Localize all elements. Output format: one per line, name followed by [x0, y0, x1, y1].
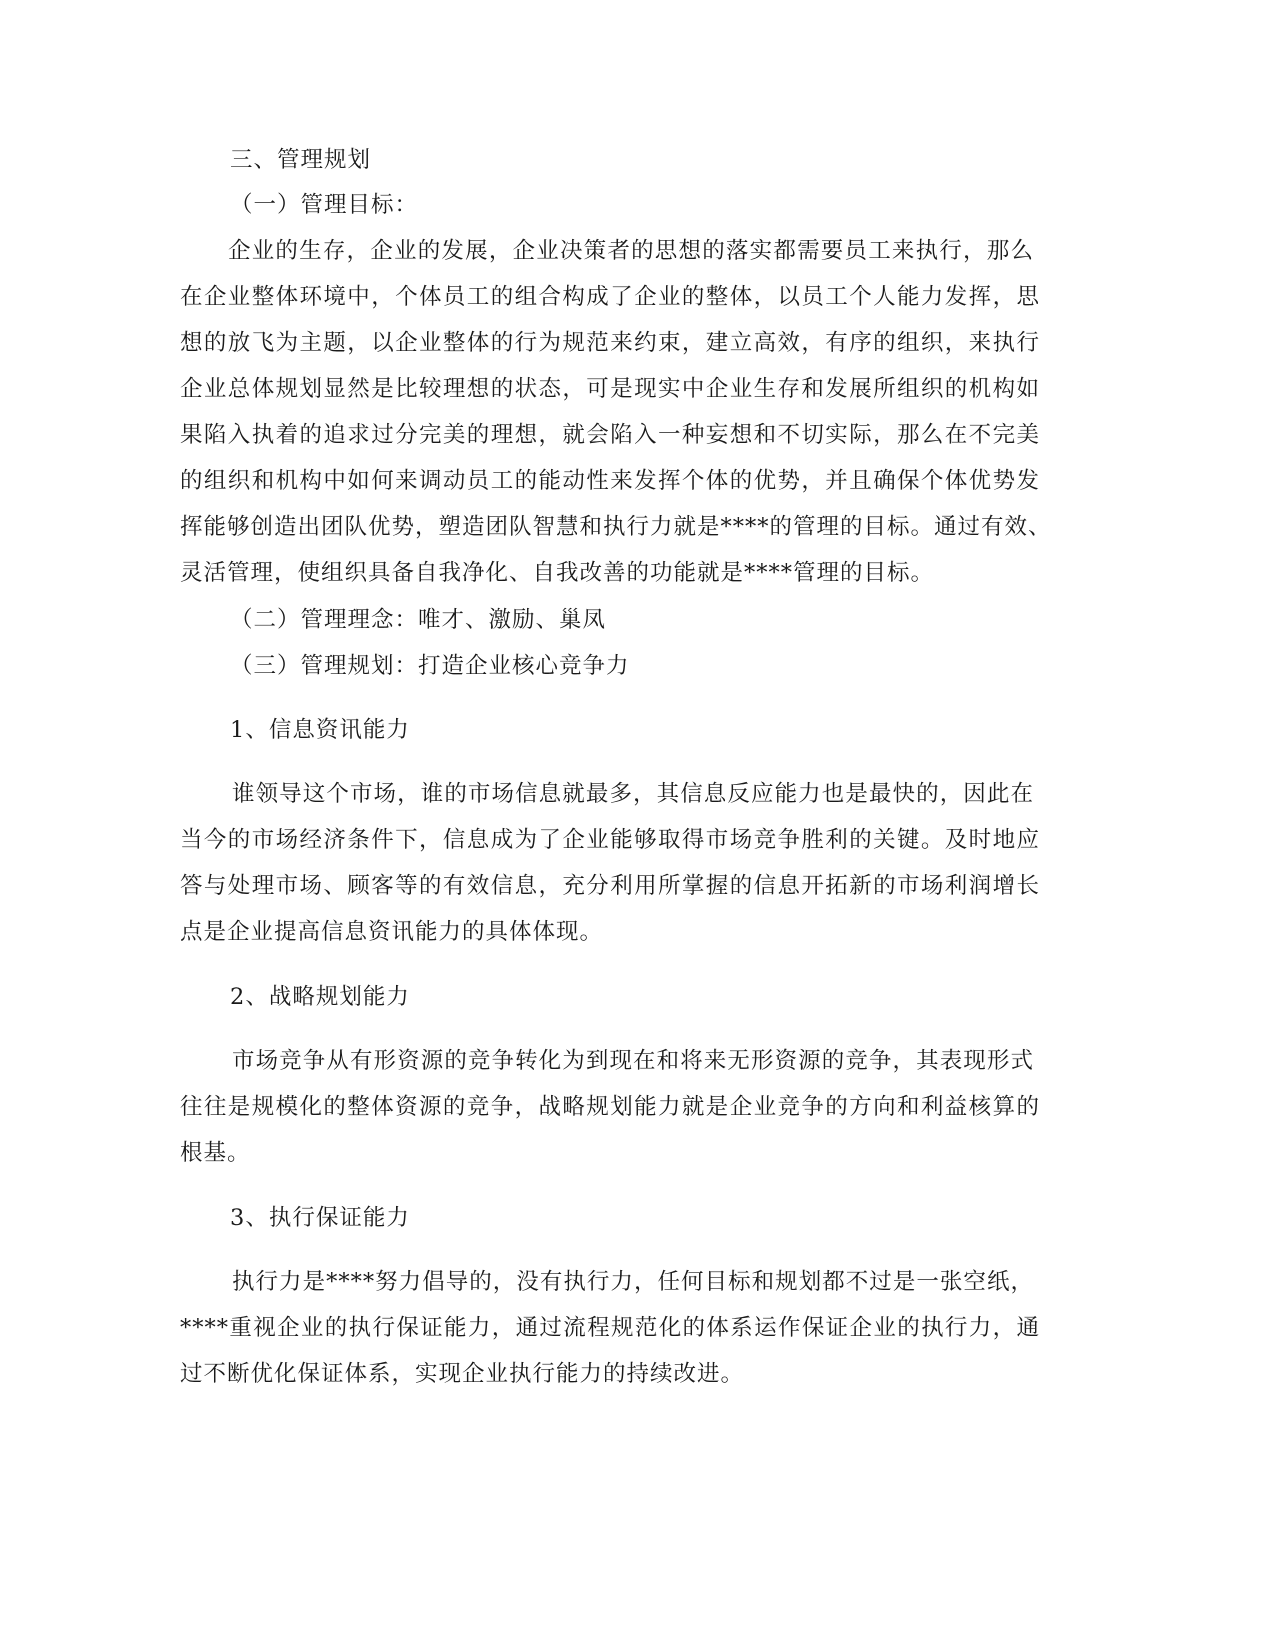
section-title: 三、管理规划 — [230, 147, 372, 173]
paragraph-line: 过不断优化保证体系，实现企业执行能力的持续改进。 — [180, 1361, 745, 1387]
paragraph-line: 谁领导这个市场，谁的市场信息就最多，其信息反应能力也是最快的，因此在 — [232, 781, 1034, 807]
paragraph-line: 执行力是****努力倡导的，没有执行力，任何目标和规划都不过是一张空纸， — [232, 1269, 1034, 1295]
paragraph-line: 挥能够创造出团队优势，塑造团队智慧和执行力就是****的管理的目标。通过有效、 — [180, 514, 1052, 540]
paragraph-line: 想的放飞为主题，以企业整体的行为规范来约束，建立高效，有序的组织，来执行 — [180, 330, 1040, 356]
paragraph-line: 答与处理市场、顾客等的有效信息，充分利用所掌握的信息开拓新的市场利润增长 — [180, 873, 1040, 899]
paragraph-line: 点是企业提高信息资讯能力的具体体现。 — [180, 919, 604, 945]
paragraph-line: 企业总体规划显然是比较理想的状态，可是现实中企业生存和发展所组织的机构如 — [180, 376, 1040, 402]
paragraph-line: 的组织和机构中如何来调动员工的能动性来发挥个体的优势，并且确保个体优势发 — [180, 468, 1040, 494]
subsection-heading-philosophy: （二）管理理念：唯才、激励、巢凤 — [230, 607, 607, 633]
item-heading-information: 1、信息资讯能力 — [230, 717, 410, 743]
paragraph-line: 在企业整体环境中，个体员工的组合构成了企业的整体，以员工个人能力发挥，思 — [180, 284, 1040, 310]
subsection-heading-goal: （一）管理目标： — [230, 192, 419, 218]
paragraph-line: 当今的市场经济条件下，信息成为了企业能够取得市场竞争胜利的关键。及时地应 — [180, 827, 1040, 853]
paragraph-line: 灵活管理，使组织具备自我净化、自我改善的功能就是****管理的目标。 — [180, 560, 935, 586]
paragraph-line: 往往是规模化的整体资源的竞争，战略规划能力就是企业竞争的方向和利益核算的 — [180, 1094, 1040, 1120]
item-heading-strategy: 2、战略规划能力 — [230, 984, 410, 1010]
paragraph-line: 果陷入执着的追求过分完美的理想，就会陷入一种妄想和不切实际，那么在不完美 — [180, 422, 1040, 448]
subsection-heading-plan: （三）管理规划：打造企业核心竞争力 — [230, 653, 630, 679]
paragraph-line: ****重视企业的执行保证能力，通过流程规范化的体系运作保证企业的执行力，通 — [180, 1315, 1040, 1341]
paragraph-line: 企业的生存，企业的发展，企业决策者的思想的落实都需要员工来执行，那么 — [228, 238, 1034, 264]
item-heading-execution: 3、执行保证能力 — [230, 1205, 410, 1231]
paragraph-line: 市场竞争从有形资源的竞争转化为到现在和将来无形资源的竞争，其表现形式 — [232, 1048, 1034, 1074]
paragraph-line: 根基。 — [180, 1140, 251, 1166]
